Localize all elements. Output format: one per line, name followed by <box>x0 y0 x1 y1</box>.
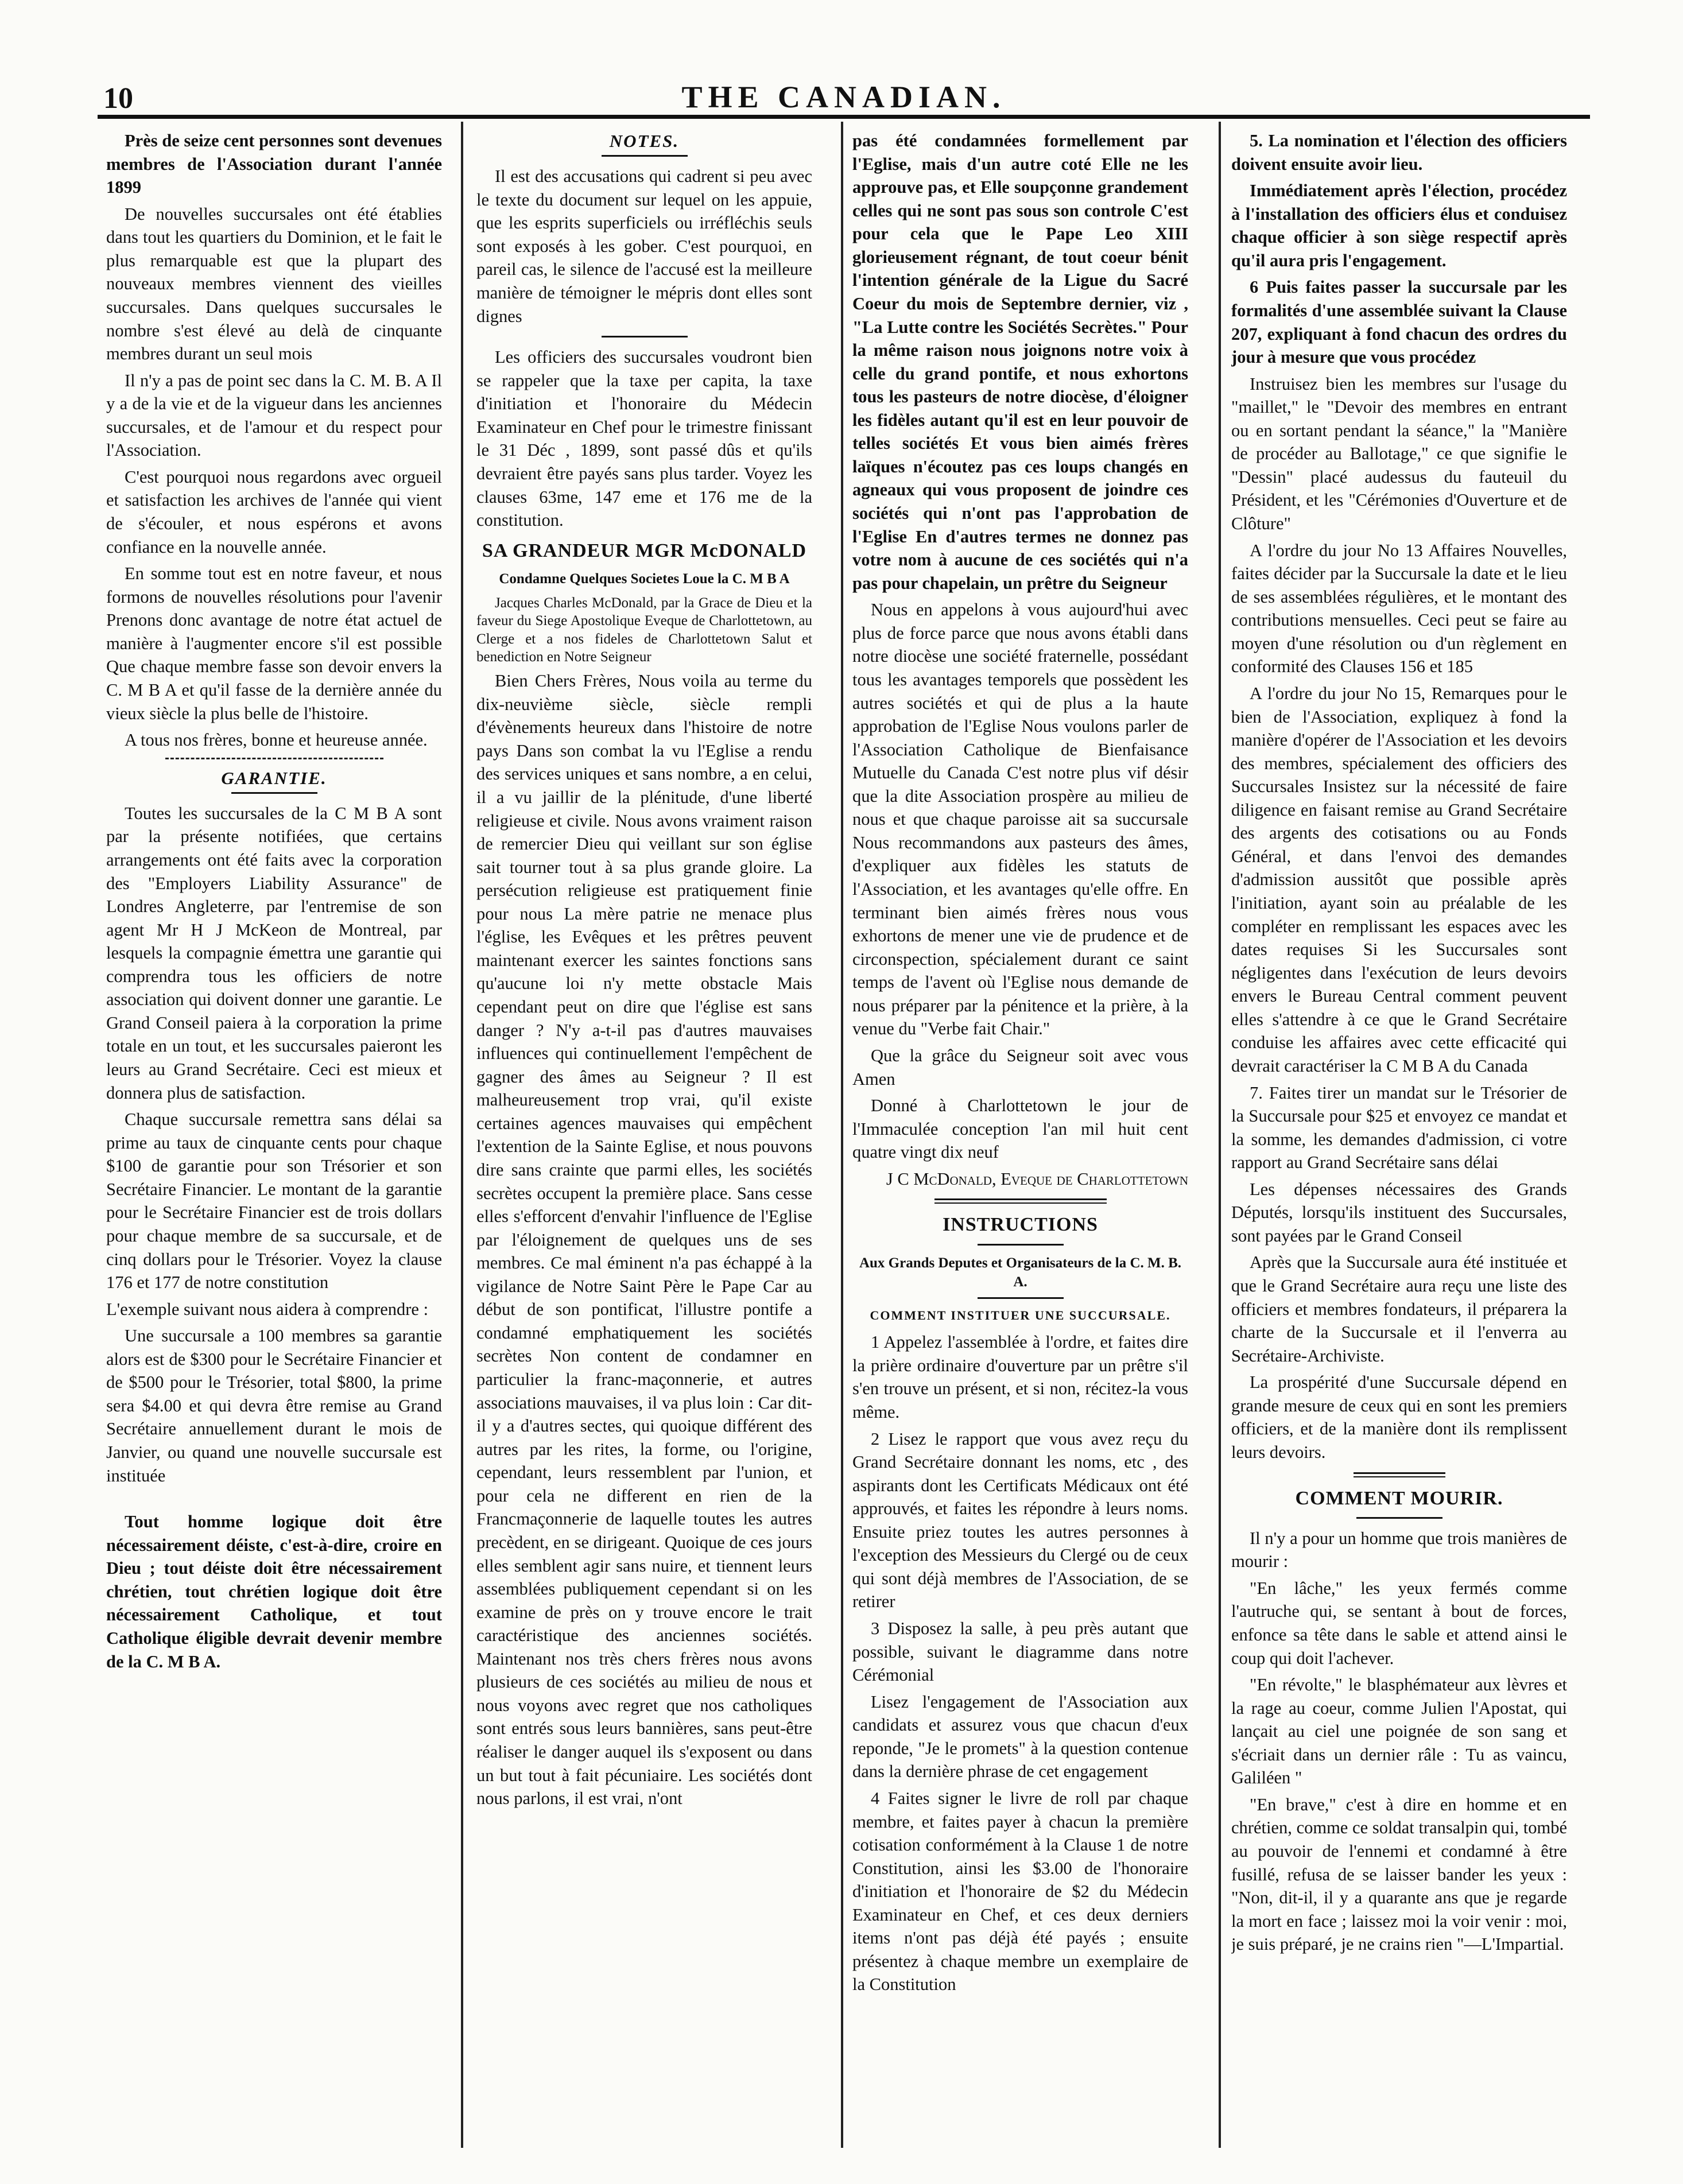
mcdonald-heading: SA GRANDEUR MGR McDONALD <box>482 540 807 561</box>
paragraph: 7. Faites tirer un mandat sur le Trésorier de la Succursale pour $25 et envoyez ce mandat et la somme, les demandes d'admission, ci votre rapport au Grand Secrétaire sans délai <box>1231 1083 1567 1173</box>
page-header <box>98 76 1590 119</box>
instructions-subheading: Aux Grands Deputes et Organisateurs de la C. M. B. A. <box>859 1255 1182 1290</box>
paragraph: "En brave," c'est à dire en homme et en chrétien, comme ce soldat transalpin qui, tombé au pouvoir de l'ennemi et condamné à être fusillé, refusa de se laisser bander les yeux : "Non, dit-il, il y a quarante ans que je regarde la mort en face ; laissez moi la voir venir : moi, je suis préparé, je ne crains rien "—L'Impartial. <box>1231 1794 1567 1954</box>
instructions-subheading-2: COMMENT INSTITUER UNE SUCCURSALE. <box>870 1308 1171 1323</box>
paragraph: Chaque succursale remettra sans délai sa prime au taux de cinquante cents pour chaque $100 de garantie pour son Trésorier et son Secrétaire Financier. Le montant de la garantie pour le Secrétaire Financier est de trois dollars pour chaque membre de sa succursale, et de cinq dollars pour le Trésorier. Voyez la clause 176 et 177 de notre constitution <box>106 1110 442 1293</box>
garantie-heading: GARANTIE. <box>221 767 327 788</box>
paragraph: A l'ordre du jour No 15, Remarques pour le bien de l'Association, expliquez à fond la manière d'opérer de l'Association et les devoirs des membres, spécialement des officiers des Succursales Insistez sur la nécessité de faire diligence en faisant remise au Grand Secrétaire des argents des cotisations ou au Fonds Général, et dans l'envoi des demandes d'admission aussitôt que possible après l'initiation, ayant soin au préalable de les compléter en remplissant les espaces avec les dates requises Si les Succursales sont négligentes dans l'exécution de leurs devoirs envers le Bureau Central comment peuvent elles s'attendre à ce que le Grand Secrétaire conduise les affaires avec cette efficacité qui devrait caractériser la C M B A du Canada <box>1231 683 1567 1076</box>
paragraph: Que la grâce du Seigneur soit avec vous Amen <box>852 1045 1188 1089</box>
divider <box>231 792 317 794</box>
paragraph: La prospérité d'une Succursale dépend en grande mesure de ceux qui en sont les premiers officiers, et de la manière dont ils remplissent leurs devoirs. <box>1231 1372 1567 1462</box>
paragraph: 4 Faites signer le livre de roll par chaque membre, et faites payer à chacun la première cotisation conformément à la Clause 1 de notre Constitution, ainsi les $3.00 de l'honoraire d'initiation et l'honoraire de $2 du Médecin Examinateur en Chef, et ces deux derniers items n'ont pas déjà été payés ; ensuite présentez à chaque membre un exemplaire de la Constitution <box>852 1788 1188 1995</box>
divider <box>1356 1517 1442 1519</box>
header-rule <box>98 115 1590 119</box>
paragraph: Il n'y a pour un homme que trois manières de mourir : <box>1231 1528 1567 1572</box>
paragraph: Immédiatement après l'élection, procédez à l'installation des officiers élus et conduisez chaque officier à son siège respectif après qu'il aura pris l'engagement. <box>1231 181 1567 270</box>
paragraph: "En révolte," le blasphémateur aux lèvres et la rage au coeur, comme Julien l'Apostat, qui lançait au ciel une poignée de son sang et s'écriait dans un dernier râle : Tu as vaincu, Galiléen " <box>1231 1675 1567 1788</box>
paragraph: Une succursale a 100 membres sa garantie alors est de $300 pour le Secrétaire Financier et de $500 pour le Trésorier, total $800, la prime sera $4.00 et qui devra être remise au Grand Secrétaire annuellement durant le mois de Janvier, ou quand une nouvelle succursale est instituée <box>106 1326 442 1485</box>
page-number: 10 <box>103 82 133 115</box>
paragraph: 3 Disposez la salle, à peu près autant que possible, suivant le diagramme dans notre Cérémonial <box>852 1619 1188 1685</box>
divider <box>602 155 688 157</box>
paragraph: Jacques Charles McDonald, par la Grace de Dieu et la faveur du Siege Apostolique Eveque de Charlottetown, au Clerge et a nos fideles de Charlottetown Salut et benediction en Notre Seigneur <box>476 595 812 665</box>
paragraph: Bien Chers Frères, Nous voila au terme du dix-neuvième siècle, siècle rempli d'évènements heureux dans l'histoire de notre pays Dans son combat la vu l'Eglise a rendu des services uniques et sans nombre, a en celui, il a vu jaillir de la plénitude, d'une liberté religieuse et civile. Nous avons vraiment raison de remercier Dieu qui veillant sur son église sait tourner tout à sa plus grande gloire. La persécution religieuse est pratiquement finie pour nous La mère patrie ne menace plus l'église, les Evêques et les prêtres peuvent maintenant exercer les saintes fonctions sans qu'aucune loi n'y mette obstacle Mais cependant peut on dire que l'église est sans danger ? N'y a-t-il pas d'autres mauvaises influences qui continuellement l'empêchent de gagner des âmes au Seigneur ? Il est malheureusement trop vrai, qu'il existe certaines agences mauvaises qui empêchent l'extention de la Sainte Eglise, et nous pouvons dire sans crainte que parmi elles, les sociétés secrètes occupent la première place. Sans cesse elles s'efforcent d'envahir l'influence de l'Eglise par l'éloignement de quelques uns de ses membres. Ce mal éminent n'a pas échappé à la vigilance de Notre Saint Père le Pape Car au début de son pontificat, l'illustre pontife a condamné emphatiquement les sociétés secrètes Non content de condamner en particulier la franc-maçonnerie, et autres associations mauvaises, il va plus loin : Car dit-il y a d'autres sectes, qui quoique différent des autres par les rites, la forme, ou l'origine, cependant, leurs ressemblent par l'union, et pour cela ne different en rien de la Francmaçonnerie de laquelle toutes les autres precèdent, en se dirigeant. Quoique de ces jours elles semblent agir sans nuire, et tiennent leurs assemblées publiquement cependant si on les examine de près on y trouve encore le trait caractéristique des anciennes sociétés. Maintenant nos très chers frères nous avons plusieurs de ces sociétés au milieu de nous et nous voyons avec regret que nos catholiques sont entrés sous leurs bannières, sans peut-être réaliser le danger auquel ils s'exposent ou dans un but tout à fait pécuniaire. Les sociétés dont nous parlons, il est vrai, n'ont <box>476 671 812 1809</box>
column-rule <box>1219 122 1221 2148</box>
paragraph: pas été condamnées formellement par l'Eglise, mais d'un autre coté Elle ne les approuve pas, et Elle soupçonne grandement celles qui ne sont pas sous son controle C'est pour cela que le Pape Leo XIII glorieusement régnant, de tout coeur bénit l'intention générale de la Ligue du Sacré Coeur du mois de Septembre dernier, viz , "La Lutte contre les Sociétés Secrètes." Pour la même raison nous joignons notre voix à celle du grand pontife, et nous exhortons tous les pasteurs de notre diocèse, d'éloigner les fidèles autant qu'il est en leur pouvoir de telles sociétés Et vous bien aimés frères laïques n'écoutez pas ces loups changés en agneaux qui vous proposent de joindre ces sociétés qui n'ont pas l'approbation de l'Eglise En d'autres termes ne donnez pas votre nom à aucune de ces sociétés qui n'a pas pour chapelain, un prêtre du Seigneur <box>852 131 1188 593</box>
mcdonald-subheading: Condamne Quelques Societes Loue la C. M B A <box>499 571 790 587</box>
masthead: THE CANADIAN. <box>681 80 1006 114</box>
column-2 <box>476 129 812 2150</box>
column-rule <box>461 122 463 2148</box>
paragraph: Lisez l'engagement de l'Association aux candidats et assurez vous que chacun d'eux reponde, "Je le promets" à la question contenue dans la dernière phrase de cet engagement <box>852 1692 1188 1782</box>
column-1 <box>106 129 442 2150</box>
paragraph: Après que la Succursale aura été instituée et que le Grand Secrétaire aura reçu une liste des officiers et membres fondateurs, il préparera la charte de la Succursale et il l'enverra au Secrétaire-Archiviste. <box>1231 1252 1567 1366</box>
paragraph: Il est des accusations qui cadrent si peu avec le texte du document sur lequel on les appuie, que les esprits superficiels ou irréfléchis seuls sont exposés à les gober. C'est pourquoi, en pareil cas, le silence de l'accusé est la meilleure manière de témoigner le mépris dont elles sont dignes <box>476 166 812 326</box>
paragraph: A l'ordre du jour No 13 Affaires Nouvelles, faites décider par la Succursale la date et le lieu de ses assemblées régulières, et le montant des contributions mensuelles. Ceci peut se faire au moyen d'une résolution ou d'un règlement en conformité des Clauses 156 et 185 <box>1231 540 1567 677</box>
divider <box>978 1297 1064 1299</box>
paragraph: 6 Puis faites passer la succursale par les formalités d'une assemblée suivant la Clause 207, expliquant à fond chacun des ordres du jour à mesure que vous procédez <box>1231 277 1567 367</box>
paragraph: 2 Lisez le rapport que vous avez reçu du Grand Secrétaire donnant les noms, etc , des aspirants dont les Certificats Médicaux ont été approuvés, et faites les répondre à leurs noms. Ensuite priez toutes les autres personnes à l'exception des Messieurs du Clergé ou de ceux qui sont déjà membres de l'Association, de se retirer <box>852 1429 1188 1612</box>
paragraph: Les dépenses nécessaires des Grands Députés, lorsqu'ils instituent des Succursales, sont payées par le Grand Conseil <box>1231 1179 1567 1246</box>
column-rule <box>841 122 843 2148</box>
paragraph: Près de seize cent personnes sont devenues membres de l'Association durant l'année 1899 <box>106 131 442 197</box>
signature: J C McDonald, Eveque de Charlottetown <box>886 1169 1188 1189</box>
paragraph: Tout homme logique doit être nécessairement déiste, c'est-à-dire, croire en Dieu ; tout déiste doit être nécessairement chrétien, tout chrétien logique doit être nécessairement Catholique, et tout Catholique éligible devrait devenir membre de la C. M B A. <box>106 1512 442 1671</box>
paragraph: 1 Appelez l'assemblée à l'ordre, et faites dire la prière ordinaire d'ouverture par un prêtre s'il s'en trouve un présent, et si non, récitez-la vous même. <box>852 1332 1188 1422</box>
paragraph: Donné à Charlottetown le jour de l'Immaculée conception l'an mil huit cent quatre vingt dix neuf <box>852 1096 1188 1162</box>
divider <box>978 1244 1064 1246</box>
paragraph: Il n'y a pas de point sec dans la C. M. B. A Il y a de la vie et de la vigueur dans les anciennes succursales, et de l'amour et du respect pour l'Association. <box>106 370 442 460</box>
column-4 <box>1231 129 1567 2150</box>
paragraph: 5. La nomination et l'élection des officiers doivent ensuite avoir lieu. <box>1231 131 1567 174</box>
mourir-heading: COMMENT MOURIR. <box>1295 1487 1503 1509</box>
divider <box>1354 1472 1445 1477</box>
column-3 <box>852 129 1188 2150</box>
instructions-heading: INSTRUCTIONS <box>943 1214 1098 1236</box>
divider <box>165 758 383 759</box>
notes-heading: NOTES. <box>609 131 680 151</box>
paragraph: En somme tout est en notre faveur, et nous formons de nouvelles résolutions pour l'avenir Prenons donc avantage de notre état actuel de manière à l'augmenter encore s'il est possible Que chaque membre fasse son devoir envers la C. M B A et qu'il fasse de la dernière année du vieux siècle la plus belle de l'histoire. <box>106 564 442 723</box>
divider <box>934 1198 1107 1204</box>
paragraph: L'exemple suivant nous aidera à comprendre : <box>106 1299 429 1319</box>
paragraph: C'est pourquoi nous regardons avec orgueil et satisfaction les archives de l'année qui vient de s'écouler, et nous espérons et avons confiance en la nouvelle année. <box>106 467 442 557</box>
paragraph: A tous nos frères, bonne et heureuse année. <box>125 730 428 750</box>
paragraph: Les officiers des succursales voudront bien se rappeler que la taxe per capita, la taxe d'initiation et l'honoraire du Médecin Examinateur en Chef pour le trimestre finissant le 31 Déc , 1899, sont passé dûs et qu'ils devraient être payés sans plus tarder. Voyez les clauses 63me, 147 eme et 176 me de la constitution. <box>476 347 812 530</box>
paragraph: Instruisez bien les membres sur l'usage du "maillet," le "Devoir des membres en entrant ou en sortant pendant la séance," la "Manière de procéder au Ballotage," ce que signifie le "Dessin" placé audessus du fauteuil du Président, et les "Cérémonies d'Ouverture et de Clôture" <box>1231 374 1567 533</box>
divider <box>602 336 688 338</box>
paragraph: De nouvelles succursales ont été établies dans tout les quartiers du Dominion, et le fait le plus remarquable est que la plupart des nouveaux membres viennent des vieilles succursales. Dans quelques succursales le nombre s'est élevé au delà de cinquante membres durant un seul mois <box>106 204 442 364</box>
paragraph: "En lâche," les yeux fermés comme l'autruche qui, se sentant à bout de forces, enfonce sa tête dans le sable et attend ainsi le coup qui doit l'achever. <box>1231 1578 1567 1668</box>
paragraph: Nous en appelons à vous aujourd'hui avec plus de force parce que nous avons établi dans notre diocèse une société fraternelle, possédant tous les avantages temporels que possèdent les autres sociétés et qui de plus a la haute approbation de l'Eglise Nous voulons parler de l'Association Catholique de Bienfaisance Mutuelle du Canada C'est notre plus vif désir que la dite Association prospère au milieu de nous et que chaque paroisse ait sa succursale Nous recommandons aux pasteurs des âmes, d'expliquer aux fidèles les statuts de l'Association, et les avantages qu'elle offre. En terminant bien aimés frères nous vous exhortons de mener une vie de prudence et de circonspection, spécialement durant ce saint temps de l'avent où l'Eglise nous demande de nous préparer par la pénitence et la prière, à la venue du "Verbe fait Chair." <box>852 600 1188 1039</box>
paragraph: Toutes les succursales de la C M B A sont par la présente notifiées, que certains arrangements ont été faits avec la corporation des "Employers Liability Assurance" de Londres Angleterre, par l'entremise de son agent Mr H J McKeon de Montreal, par lesquels la compagnie émettra une garantie qui comprendra tous les officiers de notre association qui doivent donner une garantie. Le Grand Conseil paiera à la corporation la prime totale en un tout, et les succursales paieront les leurs au Grand Secrétaire. Ceci est mieux et donnera plus de satisfaction. <box>106 803 442 1103</box>
